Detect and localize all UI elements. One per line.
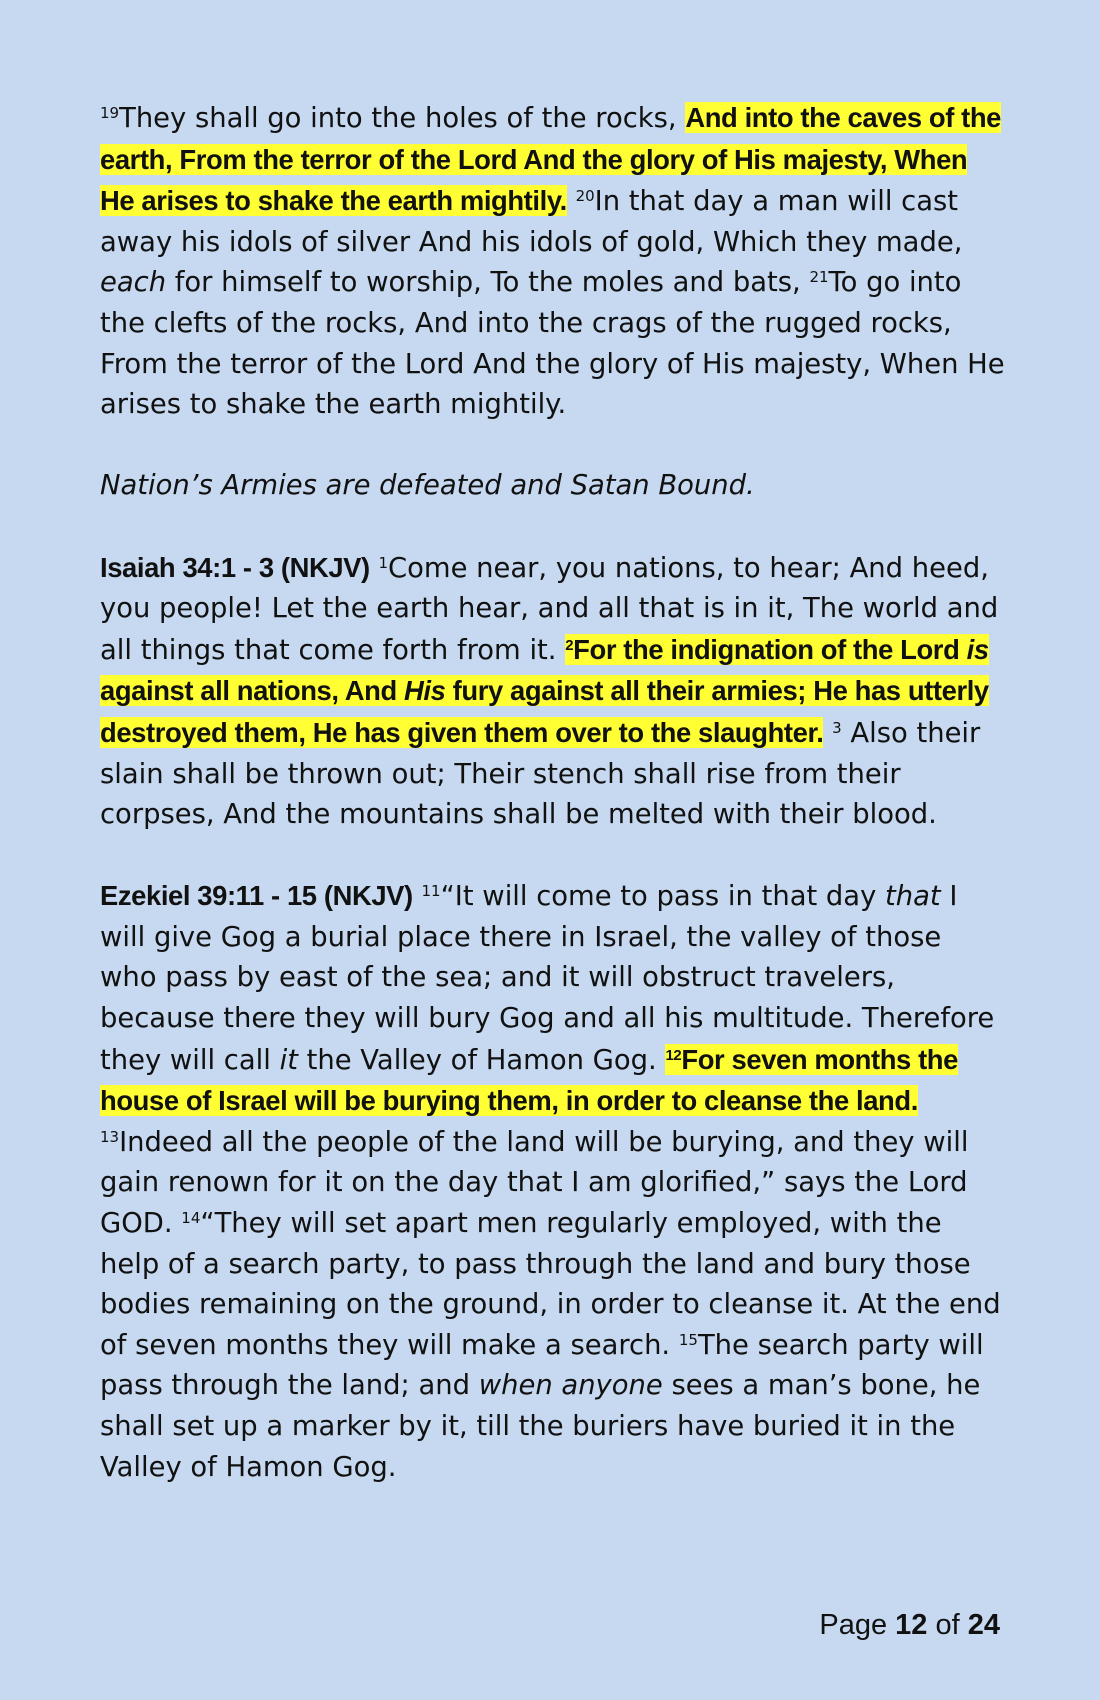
verse-number: 11 <box>421 882 441 901</box>
highlight-segment: fury against all their armies; He has utterly destroyed them, He has given them over to the slaughter. <box>100 675 989 748</box>
verse-text: I will give Gog a burial place there in Israel, the valley of those who pass by east of the sea; and it will obstruct travelers, because there they will bury Gog and all his multitude. Therefore they will call <box>100 881 995 1076</box>
italic-word: that <box>885 881 941 913</box>
verse-text: The search party will pass through the land; and <box>100 1329 984 1402</box>
verse-number: 20 <box>575 187 595 206</box>
verse-text: In that day a man will cast away his idols of silver And his idols of gold, Which they made, <box>100 186 963 258</box>
italic-word: when anyone <box>478 1370 663 1402</box>
verse-text: Come near, you nations, to hear; And heed, you people! Let the earth hear, and all that is in it, The world and all things that come forth from it. <box>100 552 999 666</box>
verse-number: 1 <box>378 553 389 572</box>
verse-text: sees a man’s bone, he shall set up a marker by it, till the buriers have buried it in the Valley of Hamon Gog. <box>100 1370 981 1483</box>
passage-isaiah-2 <box>100 98 1005 426</box>
verse-text: “They will set apart men regularly employed, with the help of a search party, to pass through the land and bury those bodies remaining on the ground, in order to cleanse it. At the end of seven months they will make a search. <box>100 1208 1001 1361</box>
verse-text: To go into the clefts of the rocks, And into the crags of the rugged rocks, From the terror of the Lord And the glory of His majesty, When He arises to shake the earth mightily. <box>100 267 1005 421</box>
verse-number: 14 <box>181 1209 201 1228</box>
verse-number: 19 <box>100 104 120 122</box>
of-label: of <box>927 1609 968 1641</box>
verse-number: 3 <box>832 718 842 737</box>
page-number-footer <box>819 1607 1000 1643</box>
verse-text: for himself to worship, To the moles and bats, <box>166 267 810 299</box>
verse-number: 13 <box>100 1127 120 1146</box>
verse-number: 15 <box>678 1330 698 1349</box>
scripture-reference: Ezekiel 39:11 - 15 (NKJV) <box>100 880 413 912</box>
verse-number: 21 <box>809 268 829 287</box>
paragraph-gap <box>100 836 1005 877</box>
highlight-segment: against all nations, And <box>100 675 405 707</box>
verse-number: 2 <box>565 636 574 654</box>
verse-text: “It will come to pass in that day <box>440 881 886 913</box>
italic-word: each <box>100 267 167 299</box>
verse-text: Also their slain shall be thrown out; Their stench shall rise from their corpses, And the mountains shall be melted with their blood. <box>100 717 981 831</box>
highlight-segment: For seven months the house of Israel will be burying them, in order to cleanse the land. <box>100 1043 958 1117</box>
verse-text: the Valley of Hamon Gog. <box>297 1044 666 1076</box>
current-page-number: 12 <box>895 1609 928 1641</box>
verse-number: 12 <box>665 1046 682 1064</box>
total-pages: 24 <box>967 1609 1000 1641</box>
highlighted-text: And into the caves of the earth, From the terror of the Lord And the glory of His majesty, When He arises to shake the earth mightily. <box>100 102 1002 217</box>
italic-word: it <box>279 1044 298 1076</box>
paragraph-gap <box>100 426 1005 467</box>
verse-text: Indeed all the people of the land will be burying, and they will gain renown for it on the day that I am glorified,” says the Lord GOD. <box>100 1126 969 1240</box>
verse-text: They shall go into the holes of the rocks, <box>119 103 686 134</box>
section-title: Nation’s Armies are defeated and Satan Bound. <box>100 470 755 502</box>
document-body <box>100 98 1005 1488</box>
page-label: Page <box>819 1609 896 1641</box>
passage-isaiah-34 <box>100 548 1005 836</box>
highlight-segment: For the indignation of the Lord <box>573 633 967 665</box>
scripture-reference: Isaiah 34:1 - 3 (NKJV) <box>100 551 370 583</box>
passage-ezekiel-39 <box>100 876 1005 1488</box>
italic-word: is <box>966 633 989 665</box>
italic-word: His <box>404 675 446 707</box>
paragraph-gap <box>100 507 1005 548</box>
